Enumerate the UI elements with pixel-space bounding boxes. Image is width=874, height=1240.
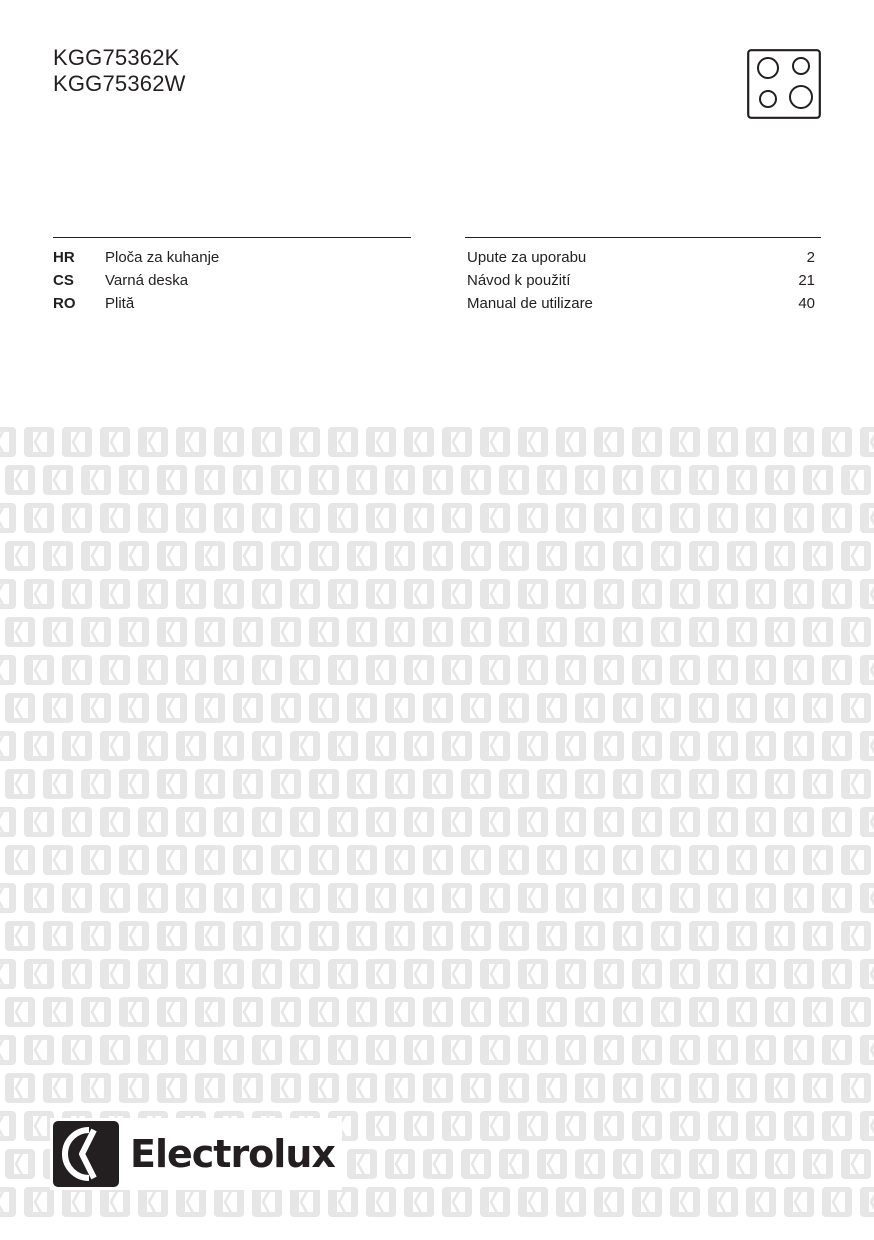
- product-title: Ploča za kuhanje: [105, 249, 220, 266]
- product-title: Varná deska: [105, 272, 189, 289]
- language-code: CS: [53, 272, 74, 289]
- model-name-2: KGG75362W: [53, 71, 186, 96]
- model-name-1: KGG75362K: [53, 45, 180, 70]
- divider: [53, 237, 411, 238]
- page-number: 40: [798, 295, 815, 312]
- toc-row: [53, 269, 411, 292]
- document-title: Manual de utilizare: [467, 295, 593, 312]
- toc-row: [53, 246, 411, 269]
- electrolux-logo-icon: [53, 1121, 119, 1187]
- document-title: Upute za uporabu: [467, 249, 587, 266]
- model-list: [53, 45, 186, 97]
- toc-row: [465, 246, 821, 269]
- product-title: Plită: [105, 295, 135, 312]
- toc-languages: [53, 237, 411, 315]
- page-number: 2: [806, 249, 815, 266]
- toc-row: [465, 292, 821, 315]
- language-code: RO: [53, 295, 76, 312]
- page-number: 21: [798, 272, 815, 289]
- hob-four-zones-icon: [747, 49, 821, 119]
- toc-documents: [465, 237, 821, 315]
- electrolux-logo-pattern-icon: [0, 422, 874, 1222]
- language-code: HR: [53, 249, 75, 266]
- brand-name: Electrolux: [130, 1132, 335, 1176]
- document-title: Návod k použití: [467, 272, 571, 289]
- divider: [465, 237, 821, 238]
- toc-row: [53, 292, 411, 315]
- brand-logo: [50, 1118, 342, 1190]
- toc-row: [465, 269, 821, 292]
